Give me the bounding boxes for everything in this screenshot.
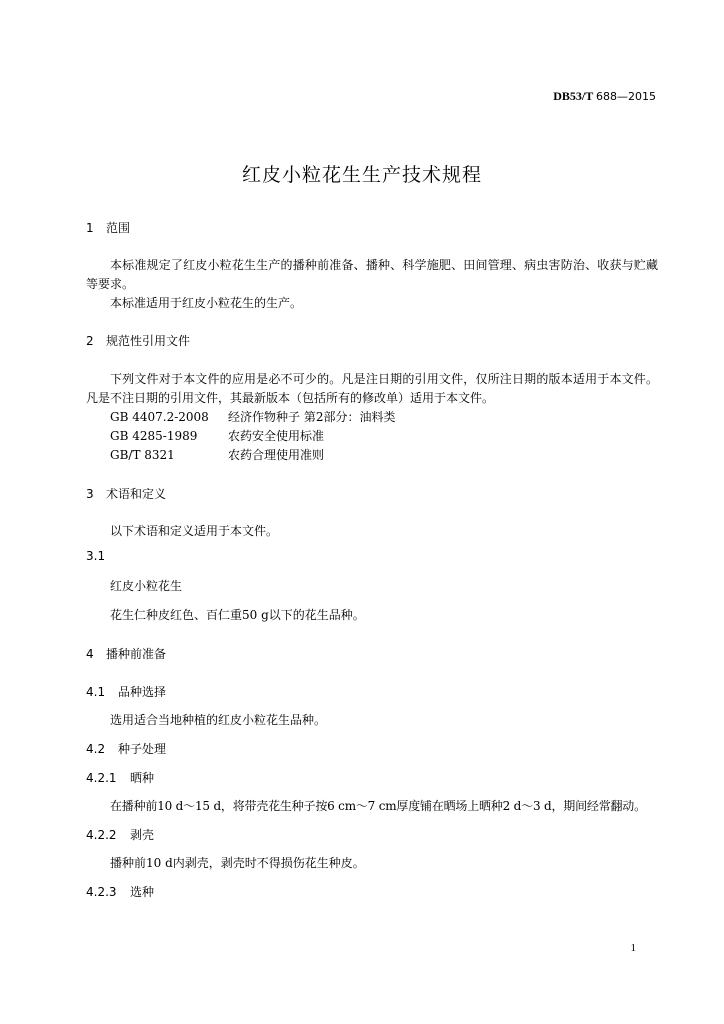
section-4-2-3-heading: 4.2.3 选种 [86,885,155,899]
section-4-2-1-text: 在播种前10 d～15 d，将带壳花生种子按6 cm～7 cm厚度铺在晒场上晒种2 d～3 d，期间经常翻动。 [110,799,646,813]
standard-code-number: 688—2015 [596,90,656,103]
standard-code [553,89,656,104]
section-1-paragraph-2: 本标准适用于红皮小粒花生的生产。 [110,296,303,310]
section-1-heading: 1 范围 [86,221,131,235]
page-number: 1 [630,942,636,954]
reference-item: GB 4407.2-2008 经济作物种子 第2部分：油料类 [110,410,396,424]
section-4-1-text: 选用适合当地种植的红皮小粒花生品种。 [110,713,327,727]
section-4-2-heading: 4.2 种子处理 [86,742,167,756]
section-2-paragraph-1: 下列文件对于本文件的应用是必不可少的。凡是注日期的引用文件，仅所注日期的版本适用于本文件。凡是不注日期的引用文件，其最新版本（包括所有的修改单）适用于本文件。 [86,372,658,405]
section-3-1-number: 3.1 [86,549,106,563]
section-4-1-heading: 4.1 品种选择 [86,685,167,699]
standard-code-prefix: DB53/T [553,89,593,103]
term-definition: 花生仁种皮红色、百仁重50 g以下的花生品种。 [110,608,365,622]
section-4-2-2-heading: 4.2.2 剥壳 [86,828,155,842]
section-3-paragraph-1: 以下术语和定义适用于本文件。 [110,524,279,538]
section-3-heading: 3 术语和定义 [86,487,167,501]
document-title: 红皮小粒花生生产技术规程 [241,164,482,186]
section-1-paragraph-1: 本标准规定了红皮小粒花生生产的播种前准备、播种、科学施肥、田间管理、病虫害防治、收获与贮藏等要求。 [86,258,658,291]
section-4-2-1-heading: 4.2.1 晒种 [86,771,155,785]
section-4-heading: 4 播种前准备 [86,647,167,661]
reference-item: GB/T 8321 农药合理使用准则 [110,448,325,462]
section-4-2-2-text: 播种前10 d内剥壳，剥壳时不得损伤花生种皮。 [110,856,365,870]
section-2-heading: 2 规范性引用文件 [86,334,191,348]
term-name: 红皮小粒花生 [110,579,183,593]
reference-item: GB 4285-1989 农药安全使用标准 [110,429,325,443]
